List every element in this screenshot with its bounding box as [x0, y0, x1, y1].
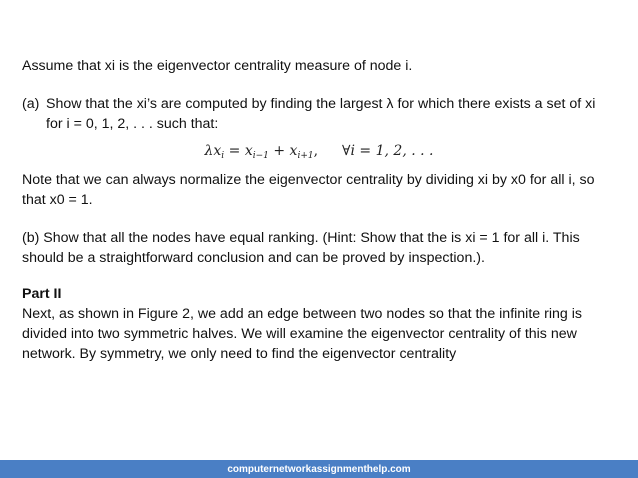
equation [0, 143, 638, 161]
equation-lambda: λ [204, 143, 214, 159]
equation-sub-i: i [221, 151, 225, 161]
part-b-line2: should be a straightforward conclusion and can be proved by inspection.). [22, 250, 485, 266]
equation-separator: , [313, 143, 319, 159]
equation-x2: x [244, 143, 253, 159]
equation-plus: + [268, 143, 290, 159]
equation-x3: x [289, 143, 298, 159]
part-ii-line1: Next, as shown in Figure 2, we add an edge between two nodes so that the infinite ring is [22, 306, 582, 322]
part-a-line2: for i = 0, 1, 2, . . . such that: [46, 116, 219, 132]
equation-sub-i-minus-1: i−1 [252, 151, 269, 161]
part-ii-line3: network. By symmetry, we only need to find the eigenvector centrality [22, 346, 457, 362]
note-line2: that x0 = 1. [22, 192, 93, 208]
footer-bar [0, 460, 638, 478]
equation-sub-i-plus-1: i+1 [297, 151, 314, 161]
footer-link[interactable]: computernetworkassignmenthelp.com [227, 463, 411, 475]
equation-forall: ∀ [342, 143, 351, 159]
equation-range: i = 1, 2, . . . [350, 143, 434, 159]
part-ii-line2: divided into two symmetric halves. We will examine the eigenvector centrality of this new [22, 326, 577, 342]
note-line1: Note that we can always normalize the eigenvector centrality by dividing xi by x0 for all i, so [22, 172, 595, 188]
part-a-marker: (a) [22, 96, 40, 112]
part-a [22, 94, 622, 134]
part-b [22, 228, 622, 268]
note [22, 170, 622, 210]
part-ii [22, 284, 622, 364]
equation-equals: = [224, 143, 245, 159]
part-ii-heading: Part II [22, 286, 62, 302]
equation-x: x [213, 143, 222, 159]
intro-text: Assume that xi is the eigenvector centrality measure of node i. [22, 58, 413, 74]
part-a-line1: Show that the xi’s are computed by finding the largest λ for which there exists a set of xi [46, 96, 596, 112]
part-b-line1: (b) Show that all the nodes have equal ranking. (Hint: Show that the is xi = 1 for all i. This [22, 230, 580, 246]
